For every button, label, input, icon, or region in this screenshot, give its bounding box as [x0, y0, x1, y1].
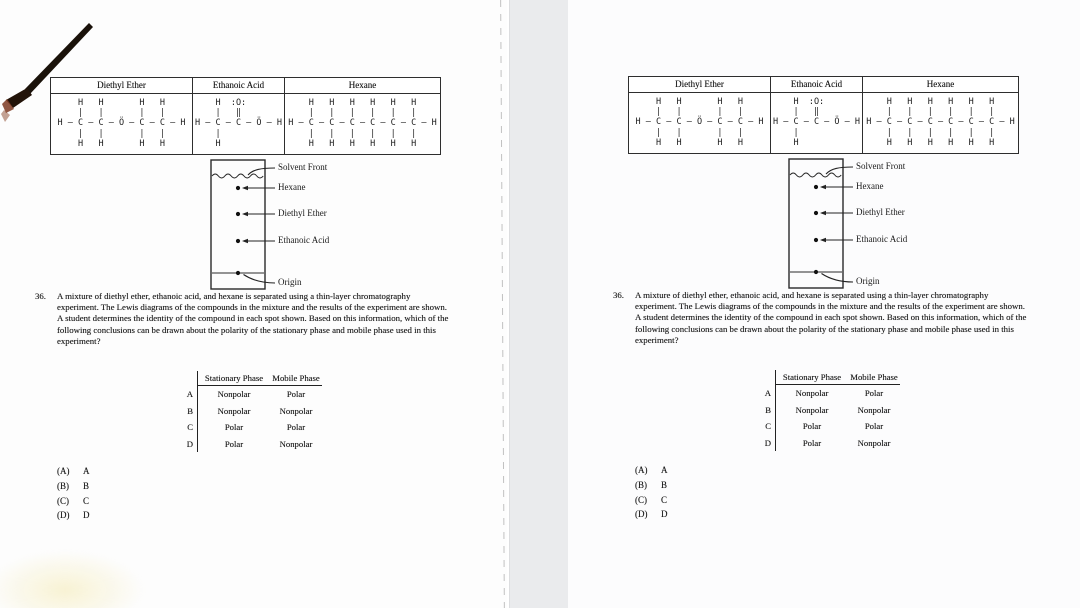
lewis-col-header-hexane: Hexane [863, 77, 1018, 93]
lewis-col-header-ethanoic-acid: Ethanoic Acid [193, 78, 285, 94]
structure-line: | | | | | | [866, 127, 995, 138]
spot-diethyl-ether [236, 212, 240, 216]
matrix-cell-mobile: Nonpolar [857, 437, 891, 448]
tlc-label-diethyl-ether: Diethyl Ether [278, 208, 327, 219]
choice-value: B [661, 479, 668, 490]
matrix-cell-mobile: Nonpolar [279, 438, 313, 449]
tlc-plate-outline [789, 159, 843, 288]
structure-line: H — C — C — Ö — H [773, 117, 860, 128]
structure-line: H H H H H H [288, 138, 417, 149]
solvent-front-wavy-line [790, 173, 841, 177]
spot-origin [236, 271, 240, 275]
matrix-cell-mobile: Polar [864, 388, 884, 398]
question-text-line: following conclusions can be drawn about the polarity of the stationary phase and mobile phase used in this [57, 324, 436, 335]
question-block [613, 290, 1026, 346]
structure-line: | [195, 128, 221, 139]
structure-line: H [773, 137, 799, 148]
choice-b [635, 478, 668, 493]
choice-value: C [83, 495, 90, 506]
structure-line: | [773, 127, 799, 138]
hexane-arrowhead [820, 185, 826, 190]
question-number: 36. [613, 290, 624, 300]
choice-label: (B) [57, 480, 69, 491]
choice-label: (D) [635, 509, 648, 520]
question-text-line: experiment? [635, 334, 679, 345]
structure-line: H :O: [773, 97, 825, 107]
tlc-label-origin: Origin [278, 277, 302, 288]
question-text-line: experiment? [57, 335, 101, 346]
structure-line: H H H H [635, 137, 743, 148]
choice-value: D [661, 509, 668, 520]
choice-label: (A) [57, 466, 70, 476]
matrix-row-letter: A [183, 386, 198, 403]
matrix-corner-cell [183, 371, 198, 386]
diethyl-ether-arrowhead [820, 211, 826, 216]
tlc-label-ethanoic-acid: Ethanoic Acid [278, 235, 330, 246]
lewis-structure-table [628, 76, 1019, 154]
hexane-arrowhead [242, 186, 248, 191]
lewis-col-header-diethyl-ether: Diethyl Ether [51, 78, 193, 94]
spot-ethanoic-acid [814, 238, 818, 242]
choice-b [57, 479, 90, 494]
structure-line: H H H H H H [288, 98, 417, 108]
choice-d [57, 508, 90, 523]
spot-hexane [814, 185, 818, 189]
lewis-structure-hexane [863, 93, 1018, 153]
answer-choices [57, 464, 90, 523]
structure-line: H — C — C — C — C — C — C — H [288, 118, 437, 129]
matrix-row-letter: B [183, 403, 198, 420]
structure-line: | | | | | | [288, 108, 417, 119]
matrix-row-letter: D [761, 435, 776, 452]
structure-line: | | | | [57, 128, 165, 139]
choice-value: C [661, 494, 668, 505]
choice-label: (C) [635, 494, 647, 505]
tlc-label-solvent-front: Solvent Front [278, 162, 328, 173]
matrix-cell-stationary: Polar [802, 421, 822, 432]
choice-c [57, 494, 90, 509]
question-text-line: A mixture of diethyl ether, ethanoic acid, and hexane is separated using a thin-layer chromatography [635, 290, 989, 300]
structure-line: | ‖ [773, 107, 820, 118]
matrix-cell-mobile: Polar [286, 422, 306, 433]
choice-label: (A) [635, 465, 648, 475]
tlc-label-solvent-front: Solvent Front [856, 161, 906, 172]
structure-line: | ‖ [195, 108, 242, 119]
choice-a [57, 464, 90, 479]
spot-ethanoic-acid [236, 239, 240, 243]
structure-line: H — C — C — Ö — H [195, 118, 282, 129]
answer-matrix-table [183, 371, 322, 452]
question-text [57, 291, 448, 347]
matrix-cell-stationary: Nonpolar [795, 388, 829, 398]
question-text-line: following conclusions can be drawn about the polarity of the stationary phase and mobile phase used in this [635, 323, 1014, 334]
tlc-plate-diagram [783, 155, 973, 295]
tlc-label-hexane: Hexane [856, 181, 884, 192]
spot-hexane [236, 186, 240, 190]
solvent-front-wavy-line [212, 174, 263, 178]
choice-value: A [661, 465, 668, 475]
scanned-page-left [0, 0, 507, 608]
matrix-cell-mobile: Polar [864, 421, 884, 432]
choice-label: (C) [57, 495, 69, 506]
matrix-cell-stationary: Nonpolar [795, 404, 829, 415]
page-content [578, 0, 1080, 607]
lewis-col-header-hexane: Hexane [285, 78, 440, 94]
choice-value: B [83, 480, 90, 491]
origin-pointer [822, 274, 854, 283]
matrix-cell-stationary: Polar [802, 437, 822, 448]
page-content [0, 0, 507, 608]
matrix-row-letter: C [183, 419, 198, 436]
structure-line: H — C — C — C — C — C — C — H [866, 117, 1015, 128]
structure-line: H H H H [57, 98, 165, 108]
matrix-row-letter: D [183, 436, 198, 453]
tlc-plate-diagram [205, 156, 395, 296]
matrix-cell-stationary: Nonpolar [217, 389, 251, 399]
structure-line: | | | | [635, 127, 743, 138]
structure-line: H H H H H H [866, 137, 995, 148]
origin-pointer [244, 275, 276, 284]
lewis-structure-diethyl-ether [51, 94, 193, 154]
matrix-cell-stationary: Polar [224, 422, 244, 433]
choice-d [635, 507, 668, 522]
tlc-label-origin: Origin [856, 276, 880, 287]
matrix-row-letter: A [761, 385, 776, 402]
lewis-structure-diethyl-ether [629, 93, 771, 153]
matrix-cell-mobile: Polar [286, 389, 306, 399]
tlc-label-diethyl-ether: Diethyl Ether [856, 207, 905, 218]
choice-label: (B) [635, 479, 647, 490]
question-text [635, 290, 1026, 346]
matrix-cell-mobile: Nonpolar [857, 404, 891, 415]
structure-line: | | | | | | [288, 128, 417, 139]
matrix-header-stationary-phase: Stationary Phase [776, 370, 848, 385]
structure-line: H H H H H H [866, 97, 995, 107]
spot-diethyl-ether [814, 211, 818, 215]
matrix-cell-stationary: Nonpolar [217, 405, 251, 416]
page-gutter [509, 0, 570, 608]
matrix-header-mobile-phase: Mobile Phase [270, 371, 322, 386]
answer-choices [635, 463, 668, 522]
question-text-line: A student determines the identity of the compound in each spot shown. Based on this information, which of the [57, 313, 449, 324]
ethanoic-acid-arrowhead [820, 238, 826, 243]
choice-value: A [83, 466, 90, 476]
structure-line: H :O: [195, 98, 247, 108]
structure-line: H H H H [635, 97, 743, 107]
answer-matrix-table [761, 370, 900, 451]
matrix-row-letter: C [761, 418, 776, 435]
lewis-col-header-diethyl-ether: Diethyl Ether [629, 77, 771, 93]
question-text-line: experiment. The Lewis diagrams of the compounds in the mixture and the results of the experiment are shown. [57, 302, 447, 313]
lewis-structure-table [50, 77, 441, 155]
matrix-cell-stationary: Polar [224, 438, 244, 449]
choice-label: (D) [57, 510, 70, 521]
spot-origin [814, 270, 818, 274]
structure-line: | | | | [57, 108, 165, 119]
question-block [35, 291, 448, 347]
structure-line: H [195, 138, 221, 149]
question-text-line: experiment. The Lewis diagrams of the compounds in the mixture and the results of the experiment are shown. [635, 301, 1025, 312]
diethyl-ether-arrowhead [242, 212, 248, 217]
matrix-row-letter: B [761, 402, 776, 419]
tlc-label-hexane: Hexane [278, 182, 306, 193]
structure-line: | | | | | | [866, 107, 995, 118]
question-text-line: A mixture of diethyl ether, ethanoic acid, and hexane is separated using a thin-layer chromatography [57, 291, 411, 301]
scanned-page-right [568, 0, 1080, 608]
matrix-corner-cell [761, 370, 776, 385]
choice-value: D [83, 510, 90, 521]
matrix-header-stationary-phase: Stationary Phase [198, 371, 270, 386]
ethanoic-acid-arrowhead [242, 239, 248, 244]
structure-line: H — C — C — Ö — C — C — H [57, 118, 186, 129]
lewis-col-header-ethanoic-acid: Ethanoic Acid [771, 77, 863, 93]
matrix-header-mobile-phase: Mobile Phase [848, 370, 900, 385]
matrix-cell-mobile: Nonpolar [279, 405, 313, 416]
lewis-structure-ethanoic-acid [771, 93, 863, 153]
structure-line: H — C — C — Ö — C — C — H [635, 117, 764, 128]
choice-c [635, 493, 668, 508]
question-text-line: A student determines the identity of the compound in each spot shown. Based on this information, which of the [635, 312, 1027, 323]
question-number: 36. [35, 291, 46, 301]
lewis-structure-hexane [285, 94, 440, 154]
choice-a [635, 463, 668, 478]
tlc-label-ethanoic-acid: Ethanoic Acid [856, 234, 908, 245]
structure-line: | | | | [635, 107, 743, 118]
structure-line: H H H H [57, 138, 165, 149]
tlc-plate-outline [211, 160, 265, 289]
lewis-structure-ethanoic-acid [193, 94, 285, 154]
